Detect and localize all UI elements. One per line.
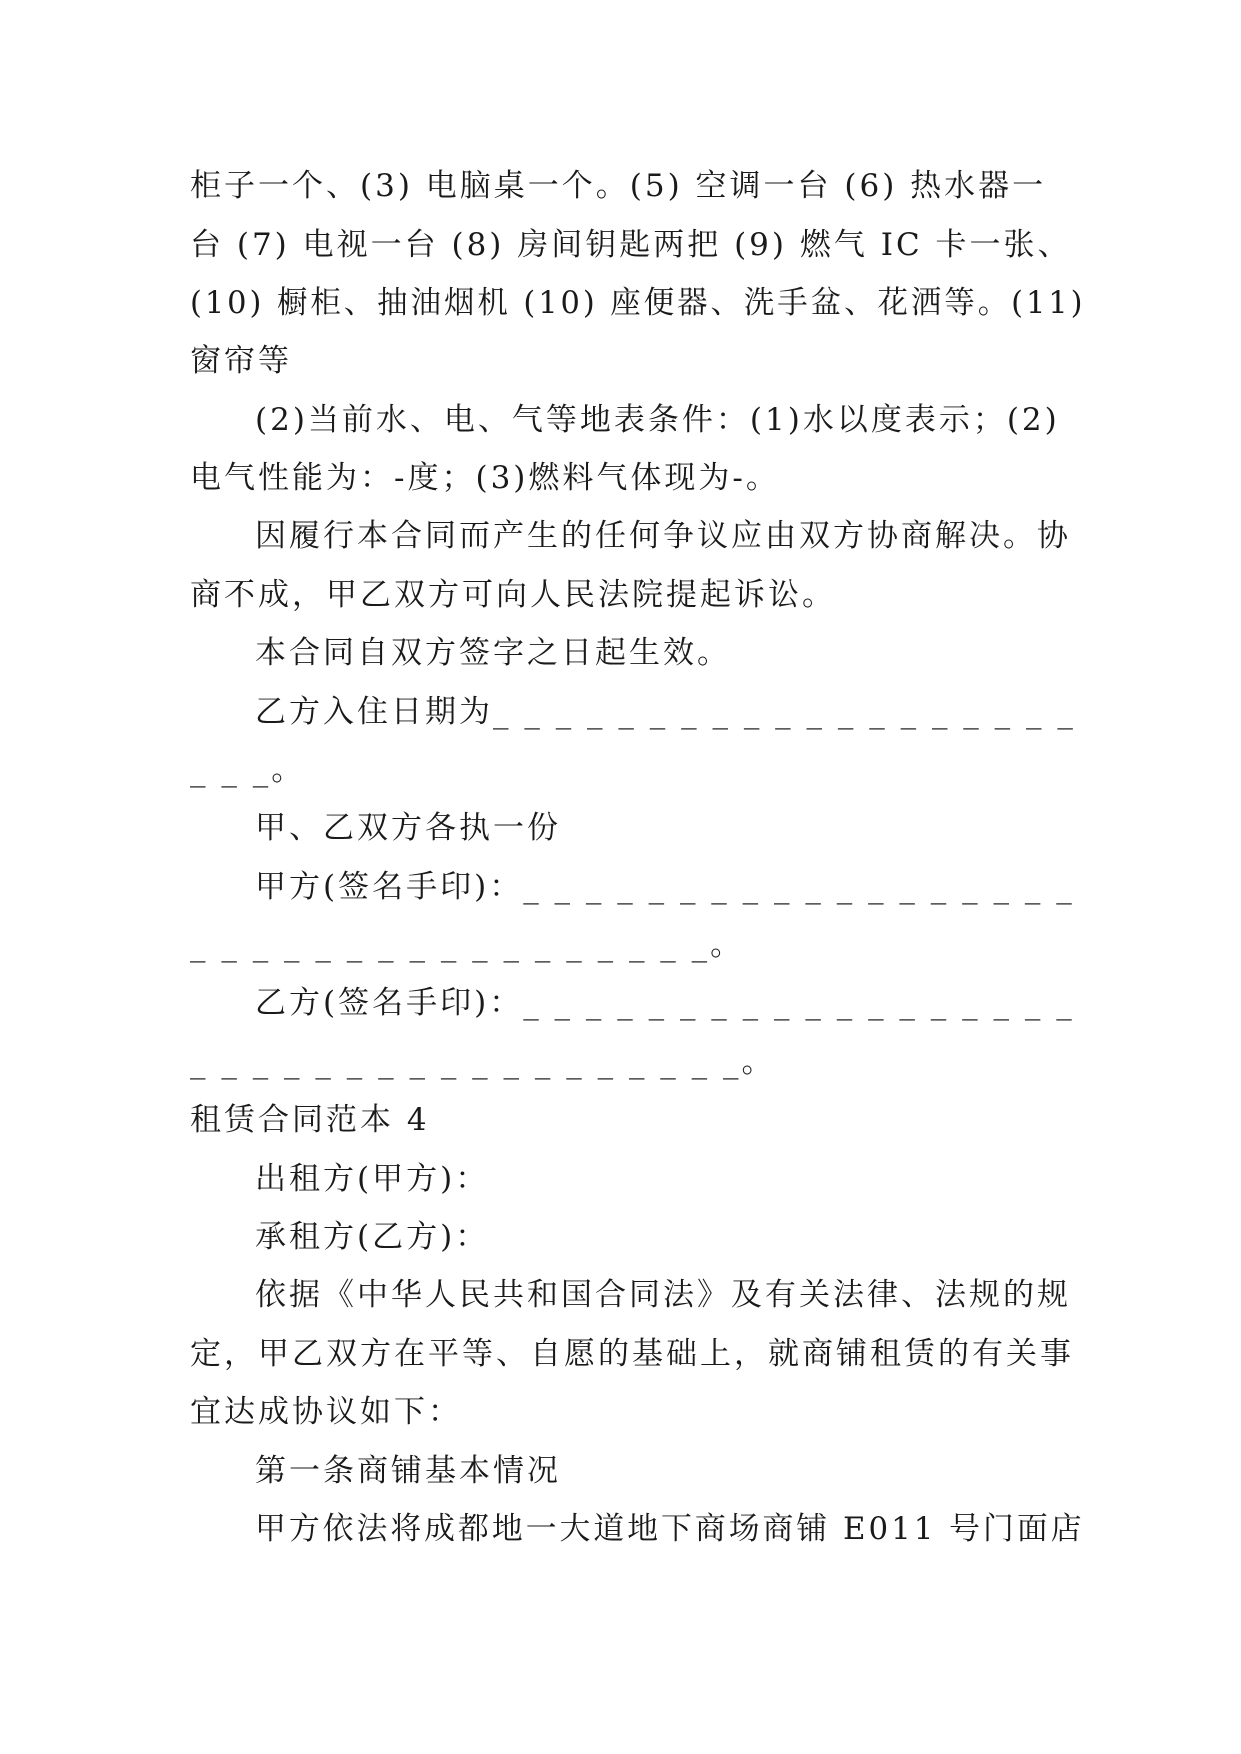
text-line-11: _ _ _。 xyxy=(190,752,306,788)
text-line-22: 宜达成协议如下： xyxy=(190,1394,462,1430)
text-line-23: 第一条商铺基本情况 xyxy=(255,1453,561,1489)
text-line-16: _ _ _ _ _ _ _ _ _ _ _ _ _ _ _ _ _ _。 xyxy=(190,1044,776,1080)
text-line-2: 台 (7) 电视一台 (8) 房间钥匙两把 (9) 燃气 IC 卡一张、 xyxy=(190,227,1072,263)
text-line-3: (10) 橱柜、抽油烟机 (10) 座便器、洗手盆、花洒等。(11) xyxy=(190,285,1086,321)
text-line-1: 柜子一个、(3) 电脑桌一个。(5) 空调一台 (6) 热水器一 xyxy=(190,168,1047,204)
text-line-5: (2)当前水、电、气等地表条件：(1)水以度表示；(2) xyxy=(255,402,1060,438)
text-line-24: 甲方依法将成都地一大道地下商场商铺 E011 号门面店 xyxy=(255,1511,1085,1547)
text-line-12: 甲、乙双方各执一份 xyxy=(255,810,561,846)
text-line-6: 电气性能为：-度；(3)燃料气体现为-。 xyxy=(190,460,780,496)
text-line-9: 本合同自双方签字之日起生效。 xyxy=(255,635,731,671)
text-line-15: 乙方(签名手印)：_ _ _ _ _ _ _ _ _ _ _ _ _ _ _ _ _ _ xyxy=(255,985,1075,1021)
text-line-21: 定，甲乙双方在平等、自愿的基础上，就商铺租赁的有关事 xyxy=(190,1336,1074,1372)
text-line-7: 因履行本合同而产生的任何争议应由双方协商解决。协 xyxy=(255,518,1071,554)
text-line-4: 窗帘等 xyxy=(190,343,292,379)
text-line-18: 出租方(甲方)： xyxy=(255,1161,490,1197)
text-line-13: 甲方(签名手印)：_ _ _ _ _ _ _ _ _ _ _ _ _ _ _ _ _ _ xyxy=(255,869,1075,905)
text-line-10: 乙方入住日期为_ _ _ _ _ _ _ _ _ _ _ _ _ _ _ _ _ _ _ xyxy=(255,694,1076,730)
text-line-8: 商不成，甲乙双方可向人民法院提起诉讼。 xyxy=(190,577,836,613)
section-heading: 租赁合同范本 4 xyxy=(190,1102,430,1138)
text-line-20: 依据《中华人民共和国合同法》及有关法律、法规的规 xyxy=(255,1277,1071,1313)
text-line-14: _ _ _ _ _ _ _ _ _ _ _ _ _ _ _ _ _。 xyxy=(190,927,745,963)
text-line-19: 承租方(乙方)： xyxy=(255,1219,490,1255)
